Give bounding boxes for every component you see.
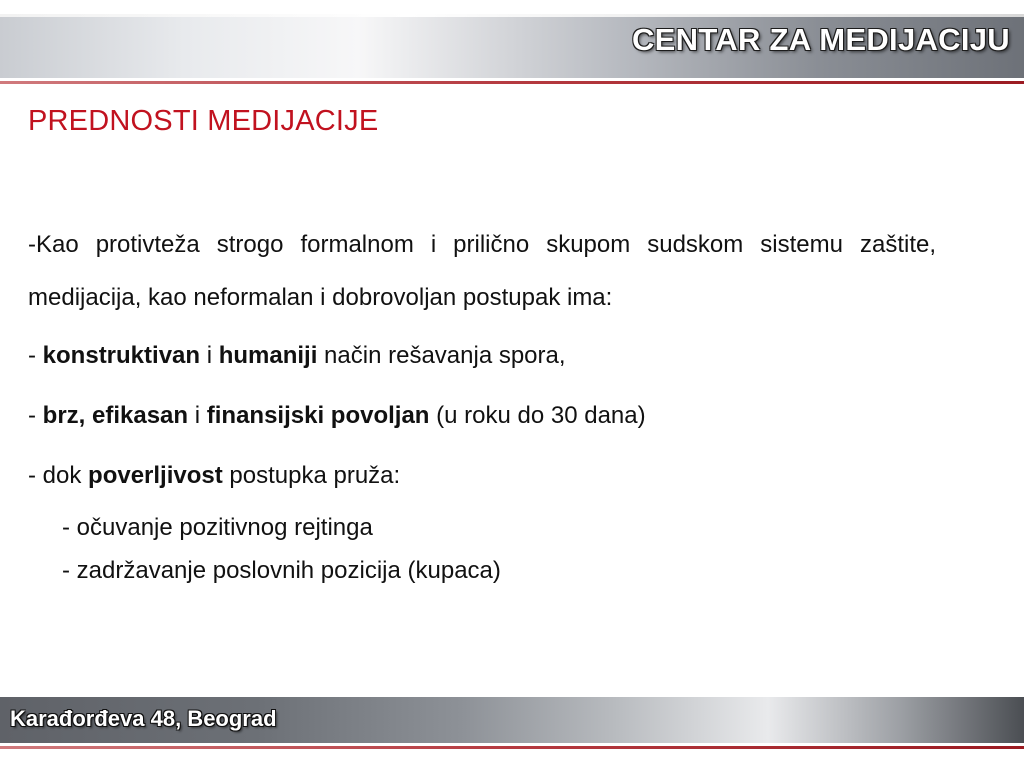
item-bold-text: poverljivost (88, 462, 223, 489)
item-bold-text: brz, efikasan (42, 402, 189, 429)
item-text: postupka pruža: (222, 462, 401, 489)
item-bold-text: finansijski povoljan (206, 402, 430, 429)
list-item (28, 386, 936, 446)
item-text: (u roku do 30 dana) (429, 402, 646, 429)
list-item (28, 326, 936, 386)
item-bold-text: humaniji (218, 342, 318, 369)
item-bold-text: konstruktivan (42, 342, 201, 369)
footer-address: Karađorđeva 48, Beograd (10, 706, 277, 731)
header-highlight (0, 14, 1024, 17)
sub-list-item: - zadržavanje poslovnih pozicija (kupaca) (62, 557, 501, 584)
header-divider (0, 81, 1024, 84)
item-connector: i (188, 402, 207, 429)
item-prefix: - (28, 402, 43, 429)
slide-heading: PREDNOSTI MEDIJACIJE (28, 105, 379, 137)
intro-paragraph: -Kao protivteža strogo formalnom i prilično skupom sudskom sistemu zaštite, medijacija, kao neformalan i dobrovoljan postupak ima: (28, 231, 936, 311)
item-connector: i (200, 342, 219, 369)
item-prefix: - dok (28, 462, 89, 489)
slide-body (28, 218, 936, 592)
footer-divider (0, 746, 1024, 749)
item-text: način rešavanja spora, (317, 342, 566, 369)
list-item (28, 446, 936, 506)
sub-list-item: - očuvanje pozitivnog rejtinga (62, 514, 373, 541)
item-prefix: - (28, 342, 43, 369)
brand-title: CENTAR ZA MEDIJACIJU (631, 22, 1010, 57)
